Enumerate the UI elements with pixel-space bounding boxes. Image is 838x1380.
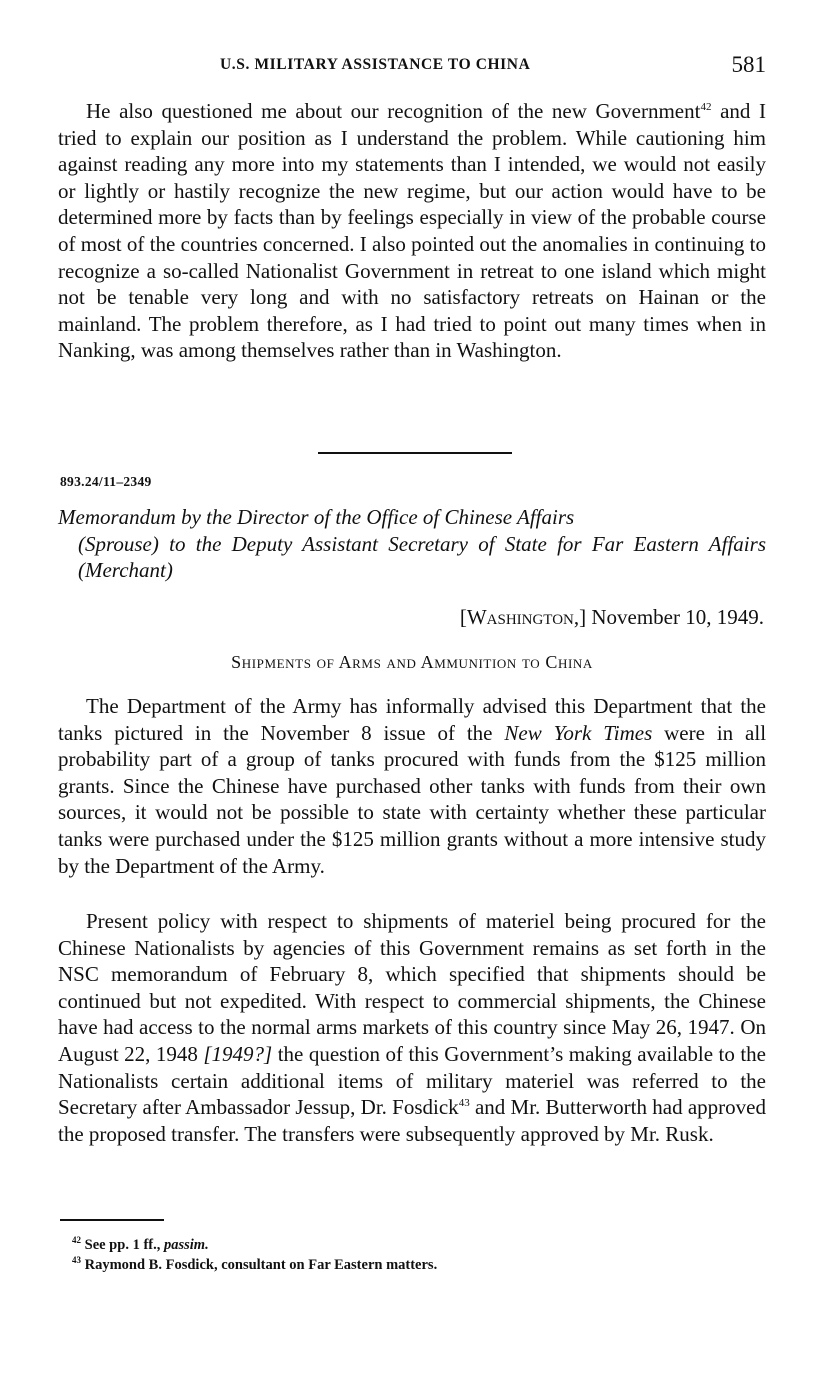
paragraph-text: He also questioned me about our recognition of the new Government (86, 99, 701, 123)
running-title: U.S. MILITARY ASSISTANCE TO CHINA (220, 56, 531, 73)
heading-line: Memorandum by the Director of the Office of Chinese Affairs (58, 505, 575, 529)
footnote-text: Raymond B. Fosdick, consultant on Far Eastern matters. (84, 1257, 438, 1273)
editorial-note: [1949?] (203, 1041, 273, 1066)
newspaper-title: New York Times (504, 720, 653, 745)
paragraph-recognition (58, 98, 766, 364)
dateline-place: [Washington,] (459, 605, 587, 629)
paragraph-tanks (58, 693, 766, 879)
footnote-divider (60, 1219, 164, 1221)
footnotes (72, 1235, 762, 1275)
heading-line: (Sprouse) to the Deputy Assistant Secretary of State for Far Eastern Affairs (Merchant) (78, 531, 766, 583)
footnote-italic: passim. (163, 1237, 209, 1253)
dateline (460, 605, 764, 630)
paragraph-text: were in all probability part of a group of tanks procured with funds from the $125 million grants. Since the Chinese have purchased other tanks with funds from their own sources, it would not be possible to state with certainty whether these particular tanks were purchased under the $125 million grants without a more intensive study by the Department of the Army. (58, 720, 767, 878)
footnote-number: 42 (72, 1235, 81, 1246)
memo-subject: Shipments of Arms and Ammunition to China (231, 652, 593, 672)
paragraph-policy (58, 908, 766, 1147)
footnote-number: 43 (72, 1255, 81, 1266)
section-divider (318, 452, 512, 454)
running-header (58, 52, 766, 82)
paragraph-text: the question of this Government’s making available to the Nationalists certain additional items of military materiel was referred to the Secretary after Ambassador Jessup, Dr. Fosdick (58, 1041, 766, 1120)
footnote-reference[interactable]: 43 (458, 1097, 470, 1110)
document-heading (58, 504, 766, 584)
paragraph-text: The Department of the Army has informally advised this Department that the tanks pictured in the November 8 issue of the (58, 694, 766, 745)
paragraph-text: Present policy with respect to shipments of materiel being procured for the Chinese Nationalists by agencies of this Government remains as set forth in the NSC memorandum of February 8, which specified that shipments should be continued but not expedited. With respect to commercial shipments, the Chinese have had access to the normal arms markets of this country since May 26, 1947. On August 22, 1948 (58, 909, 766, 1066)
footnote-reference[interactable]: 42 (700, 101, 712, 113)
footnote (72, 1235, 762, 1255)
paragraph-text: and I tried to explain our position as I understand the problem. While cautioning him against reading any more into my statements than I intended, we would not easily or lightly or hastily recognize the new regime, but our action would have to be determined more by facts than by feelings especially in view of the probable course of most of the countries concerned. I also pointed out the anomalies in continuing to recognize a so-called Nationalist Government in retreat to one island which might not be tenable very long and with no satisfactory retreats on Hainan or the mainland. The problem therefore, as I had tried to point out many times when in Nanking, was among themselves rather than in Washington. (58, 99, 766, 363)
file-number: 893.24/11–2349 (60, 474, 152, 489)
paragraph-text: and Mr. Butterworth had approved the proposed transfer. The transfers were subsequently approved by Mr. Rusk. (58, 1095, 766, 1146)
footnote (72, 1255, 762, 1275)
page-number: 581 (731, 52, 766, 77)
footnote-text: See pp. 1 ff., (84, 1237, 164, 1253)
dateline-date: November 10, 1949. (591, 605, 764, 629)
